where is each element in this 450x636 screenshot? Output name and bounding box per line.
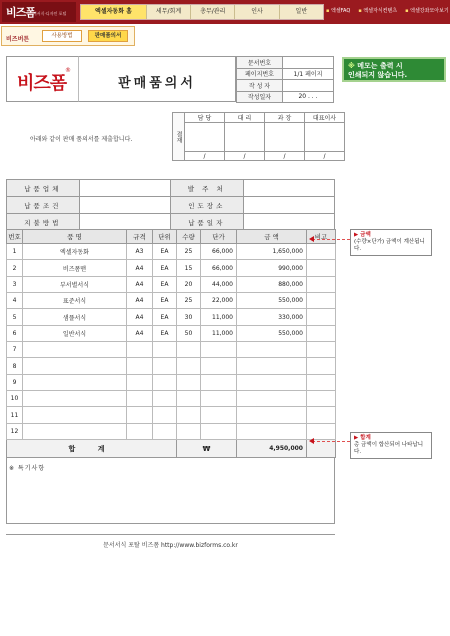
total-callout-title: ▶ 합계: [354, 435, 428, 442]
item-name[interactable]: 일반서식: [23, 325, 127, 341]
item-no[interactable]: 3: [7, 276, 23, 292]
item-name[interactable]: [23, 374, 127, 390]
item-no[interactable]: 2: [7, 260, 23, 276]
total-label-cell: [7, 440, 177, 458]
item-note[interactable]: [307, 293, 336, 309]
total-currency: ₩: [202, 444, 211, 453]
total-amount: 4,950,000: [269, 445, 303, 453]
amount-callout-text: (수량×단가) 금액이 계산됩니다.: [354, 239, 425, 252]
col-header-name: 품 명: [23, 230, 127, 244]
item-price[interactable]: [201, 358, 237, 374]
item-name[interactable]: [23, 391, 127, 407]
item-qty[interactable]: 20: [177, 276, 201, 292]
memo-line-2: 인쇄되지 않습니다.: [348, 71, 408, 79]
item-amount[interactable]: [237, 342, 307, 358]
item-unit[interactable]: [153, 391, 177, 407]
nav-item-general[interactable]: 일반: [295, 8, 308, 15]
item-no[interactable]: 12: [7, 423, 23, 439]
item-no[interactable]: 10: [7, 391, 23, 407]
doc-number-value[interactable]: [283, 57, 334, 69]
date-value[interactable]: 20 . . .: [283, 91, 334, 103]
site-logo[interactable]: [2, 2, 76, 22]
amount-callout: [350, 229, 432, 256]
item-price[interactable]: [201, 391, 237, 407]
document-logo: [6, 56, 78, 102]
memo-note: [342, 57, 446, 82]
item-amount[interactable]: [237, 407, 307, 423]
item-spec[interactable]: A4: [127, 276, 153, 292]
memo-line-1: 메모는 출력 시: [357, 62, 403, 70]
approval-sign-staff[interactable]: [185, 123, 225, 152]
delivery-place-value[interactable]: [243, 197, 334, 214]
table-row: [7, 407, 336, 423]
table-row: [7, 325, 336, 341]
table-row: [7, 293, 336, 309]
approval-date-manager[interactable]: /: [265, 152, 305, 161]
link-excel-faq[interactable]: ▪ 엑셀FAQ: [326, 7, 350, 14]
item-note[interactable]: [307, 276, 336, 292]
item-unit[interactable]: EA: [153, 293, 177, 309]
orderer-label: 발 주 처: [170, 180, 243, 197]
approval-role-ceo: 대표이사: [305, 113, 345, 123]
item-note[interactable]: [307, 325, 336, 341]
memo-star-icon: ※: [348, 62, 355, 70]
approval-role-staff: 담 당: [185, 113, 225, 123]
amount-callout-arrow-icon: [309, 236, 314, 242]
document-title-box: [78, 56, 236, 102]
item-no[interactable]: 6: [7, 325, 23, 341]
item-no[interactable]: 7: [7, 342, 23, 358]
total-callout-text: 총 금액이 합산되어 나타납니다.: [354, 442, 424, 455]
item-no[interactable]: 11: [7, 407, 23, 423]
col-header-no: 번호: [7, 230, 23, 244]
total-callout-arrow-icon: [309, 438, 314, 444]
delivery-place-label: 인도장소: [170, 197, 243, 214]
total-row: [7, 440, 336, 458]
item-qty[interactable]: [177, 391, 201, 407]
item-amount[interactable]: [237, 391, 307, 407]
item-qty[interactable]: [177, 423, 201, 439]
item-spec[interactable]: A4: [127, 293, 153, 309]
item-note[interactable]: [307, 374, 336, 390]
top-links: [326, 7, 449, 14]
item-unit[interactable]: [153, 358, 177, 374]
main-nav: [80, 4, 324, 20]
item-unit[interactable]: EA: [153, 276, 177, 292]
item-price[interactable]: 66,000: [201, 244, 237, 260]
item-note[interactable]: [307, 260, 336, 276]
table-row: [7, 276, 336, 292]
nav-item-tax-accounting[interactable]: 세무/회계: [147, 5, 191, 19]
item-qty[interactable]: 30: [177, 309, 201, 325]
item-note[interactable]: [307, 391, 336, 407]
payment-method-label: 지불방법: [7, 214, 80, 231]
table-row: [7, 374, 336, 390]
approval-sign-assistant-manager[interactable]: [225, 123, 265, 152]
nav-item-hr[interactable]: 인사: [235, 5, 279, 19]
col-header-price: 단가: [201, 230, 237, 244]
approval-role-assistant-manager: 대 리: [225, 113, 265, 123]
approval-date-staff[interactable]: /: [185, 152, 225, 161]
table-row: [7, 423, 336, 439]
col-header-note: 비고: [307, 230, 336, 244]
date-label: 작성일자: [237, 91, 283, 103]
item-no[interactable]: 5: [7, 309, 23, 325]
page-number-label: 페이지번호: [237, 68, 283, 80]
item-unit[interactable]: [153, 374, 177, 390]
item-spec[interactable]: [127, 423, 153, 439]
item-amount[interactable]: [237, 358, 307, 374]
item-price[interactable]: [201, 342, 237, 358]
link-excel-contents[interactable]: ▪ 엑셀자식컨텐츠: [358, 7, 397, 14]
delivery-date-label: 납품일자: [170, 214, 243, 231]
total-currency-cell: [177, 440, 237, 458]
item-spec[interactable]: [127, 358, 153, 374]
doc-number-label: 문서번호: [237, 57, 283, 69]
approval-table: [172, 112, 345, 161]
item-qty[interactable]: [177, 374, 201, 390]
item-qty[interactable]: [177, 407, 201, 423]
approval-side-label: 결재: [173, 113, 185, 161]
footer-text[interactable]: 문서서식 포탈 비즈폼 http://www.bizforms.co.kr: [103, 542, 238, 549]
site-logo-text: 비즈폼: [6, 6, 35, 19]
item-price[interactable]: 11,000: [201, 325, 237, 341]
total-callout: [350, 432, 432, 459]
item-amount[interactable]: 550,000: [237, 325, 307, 341]
item-amount[interactable]: 1,650,000: [237, 244, 307, 260]
total-callout-leader: [312, 441, 350, 442]
payment-method-value[interactable]: [79, 214, 170, 231]
item-no[interactable]: 4: [7, 293, 23, 309]
item-spec[interactable]: [127, 407, 153, 423]
document-logo-text: 비즈폼: [17, 73, 67, 94]
items-header-row: [7, 230, 336, 244]
item-name[interactable]: 부서별서식: [23, 276, 127, 292]
table-row: [7, 391, 336, 407]
item-spec[interactable]: A4: [127, 260, 153, 276]
table-row: [7, 260, 336, 276]
item-price[interactable]: 22,000: [201, 293, 237, 309]
item-unit[interactable]: [153, 423, 177, 439]
item-name[interactable]: [23, 342, 127, 358]
delivery-date-value[interactable]: [243, 214, 334, 231]
item-unit[interactable]: [153, 342, 177, 358]
item-spec[interactable]: A4: [127, 309, 153, 325]
item-note[interactable]: [307, 309, 336, 325]
col-header-unit: 단위: [153, 230, 177, 244]
item-price[interactable]: 11,000: [201, 309, 237, 325]
item-name[interactable]: 표준서식: [23, 293, 127, 309]
footer-divider: [6, 534, 335, 535]
biz-button-label: 비즈버튼: [6, 36, 30, 43]
item-note[interactable]: [307, 358, 336, 374]
orderer-value[interactable]: [243, 180, 334, 197]
approval-date-ceo[interactable]: /: [305, 152, 345, 161]
table-row: [7, 309, 336, 325]
document-title: 판매품의서: [118, 76, 196, 91]
items-table: [6, 229, 336, 458]
col-header-qty: 수량: [177, 230, 201, 244]
item-price[interactable]: 66,000: [201, 260, 237, 276]
total-amount-cell: [237, 440, 307, 458]
item-amount[interactable]: 880,000: [237, 276, 307, 292]
item-qty[interactable]: 25: [177, 293, 201, 309]
delivery-info-table: [6, 179, 335, 231]
item-spec[interactable]: A3: [127, 244, 153, 260]
item-qty[interactable]: 50: [177, 325, 201, 341]
author-label: 작 성 자: [237, 80, 283, 92]
item-qty[interactable]: [177, 358, 201, 374]
approval-date-assistant-manager[interactable]: /: [225, 152, 265, 161]
table-row: [7, 358, 336, 374]
site-logo-subtitle: 문서서식·디자인 포털: [29, 11, 67, 16]
top-header: [0, 0, 450, 24]
item-name[interactable]: 샘플서식: [23, 309, 127, 325]
link-excel-lectures[interactable]: ▪ 엑셀강좌모아보기: [405, 7, 449, 14]
col-header-spec: 규격: [127, 230, 153, 244]
table-row: [7, 244, 336, 260]
supplier-value[interactable]: [79, 180, 170, 197]
item-price[interactable]: [201, 423, 237, 439]
item-spec[interactable]: [127, 342, 153, 358]
remarks-label: ※ 특기사항: [9, 465, 46, 472]
how-to-use-button[interactable]: 사용방법: [42, 30, 82, 42]
nav-item-general-affairs[interactable]: 총무/관리: [191, 5, 235, 19]
item-spec[interactable]: [127, 391, 153, 407]
submission-note: 아래와 같이 판매 품의서를 제출합니다.: [30, 136, 133, 143]
item-unit[interactable]: [153, 407, 177, 423]
approval-role-manager: 과 장: [265, 113, 305, 123]
item-price[interactable]: [201, 374, 237, 390]
item-amount[interactable]: [237, 423, 307, 439]
item-price[interactable]: [201, 407, 237, 423]
delivery-terms-value[interactable]: [79, 197, 170, 214]
document-info-table: [236, 56, 334, 103]
item-name[interactable]: [23, 358, 127, 374]
nav-item-excel-home[interactable]: 엑셀자동화 홈: [81, 5, 147, 19]
item-qty[interactable]: [177, 342, 201, 358]
registered-mark: ®: [65, 67, 71, 74]
delivery-terms-label: 납품조건: [7, 197, 80, 214]
supplier-label: 납품업체: [7, 180, 80, 197]
item-unit[interactable]: EA: [153, 260, 177, 276]
item-amount[interactable]: [237, 374, 307, 390]
item-name[interactable]: 엑셀자동화: [23, 244, 127, 260]
item-unit[interactable]: EA: [153, 244, 177, 260]
approval-sign-ceo[interactable]: [305, 123, 345, 152]
item-no[interactable]: 8: [7, 358, 23, 374]
item-unit[interactable]: EA: [153, 325, 177, 341]
amount-callout-leader: [312, 239, 350, 240]
item-name[interactable]: [23, 407, 127, 423]
biz-button-bar: [0, 26, 450, 48]
approval-sign-manager[interactable]: [265, 123, 305, 152]
item-qty[interactable]: 25: [177, 244, 201, 260]
amount-callout-title: ▶ 금액: [354, 232, 428, 239]
item-amount[interactable]: 990,000: [237, 260, 307, 276]
col-header-amount: 금 액: [237, 230, 307, 244]
item-amount[interactable]: 330,000: [237, 309, 307, 325]
item-spec[interactable]: [127, 374, 153, 390]
item-price[interactable]: 44,000: [201, 276, 237, 292]
item-name[interactable]: [23, 423, 127, 439]
table-row: [7, 342, 336, 358]
item-note[interactable]: [307, 342, 336, 358]
item-amount[interactable]: 550,000: [237, 293, 307, 309]
item-spec[interactable]: A4: [127, 325, 153, 341]
item-no[interactable]: 9: [7, 374, 23, 390]
item-no[interactable]: 1: [7, 244, 23, 260]
item-name[interactable]: 비즈폼맨: [23, 260, 127, 276]
item-qty[interactable]: 15: [177, 260, 201, 276]
page-number-value[interactable]: 1/1 페이지: [283, 68, 334, 80]
sales-proposal-button[interactable]: 판매품의서: [88, 30, 128, 42]
item-unit[interactable]: EA: [153, 309, 177, 325]
item-note[interactable]: [307, 407, 336, 423]
total-label: 합 계: [68, 444, 115, 453]
item-note[interactable]: [307, 244, 336, 260]
remarks-box[interactable]: [6, 458, 335, 524]
author-value[interactable]: [283, 80, 334, 92]
